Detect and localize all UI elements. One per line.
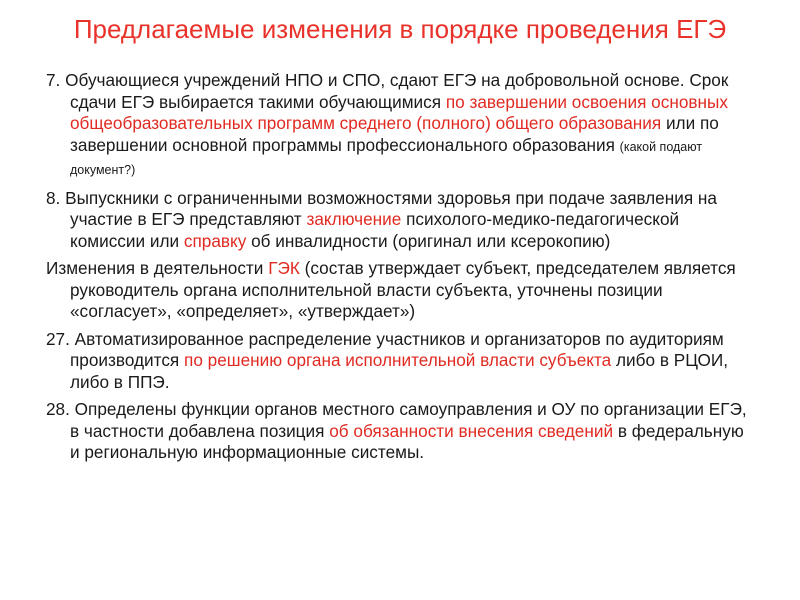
- paragraph-text: об инвалидности (оригинал или ксерокопию): [246, 230, 611, 251]
- paragraph-text: 7. Обучающиеся учреждений НПО и СПО, сдают ЕГЭ на добровольной основе. Срок сдачи ЕГЭ выбирается такими обучающимися: [46, 70, 729, 112]
- highlighted-text: ГЭК: [268, 258, 300, 278]
- paragraph-gek-changes: [46, 258, 756, 323]
- paragraph-text: в федеральную и региональную информационные системы.: [70, 420, 744, 462]
- note-text: (какой подают документ?): [70, 139, 703, 177]
- paragraph-text: 28. Определены функции органов местного самоуправления и ОУ по организации ЕГЭ, в частности добавлена позиция: [46, 399, 747, 441]
- highlighted-text: по завершении освоения основных общеобразовательных программ среднего (полного) общего образования: [70, 91, 728, 133]
- highlighted-text: заключение: [306, 209, 402, 229]
- paragraph-item-27: [46, 329, 756, 394]
- paragraph-text: Изменения в деятельности: [46, 258, 269, 278]
- paragraph-text: или по завершении основной программы профессионального образования: [70, 113, 719, 155]
- paragraph-text: либо в РЦОИ, либо в ППЭ.: [70, 350, 729, 392]
- paragraph-text: (состав утверждает субъект, председателем является руководитель органа исполнительной власти субъекта, уточнены позиции «согласует», «определяет», «утверждает»): [70, 258, 736, 321]
- highlighted-text: по решению органа исполнительной власти субъекта: [184, 350, 612, 370]
- paragraph-item-8: [46, 188, 756, 253]
- highlighted-text: об обязанности внесения сведений: [329, 420, 614, 441]
- paragraph-item-7: [46, 70, 756, 182]
- paragraph-text: 27. Автоматизированное распределение участников и организаторов по аудиториям производится: [46, 328, 724, 370]
- slide-title: Предлагаемые изменения в порядке проведения ЕГЭ: [73, 14, 727, 44]
- paragraph-text: психолого-медико-педагогической комиссии или: [70, 209, 680, 251]
- paragraph-text: 8. Выпускники с ограниченными возможностями здоровья при подаче заявления на участие в ЕГЭ представляют: [46, 187, 717, 229]
- paragraph-item-28: [46, 399, 756, 464]
- slide-content: [46, 70, 756, 470]
- highlighted-text: справку: [183, 230, 247, 251]
